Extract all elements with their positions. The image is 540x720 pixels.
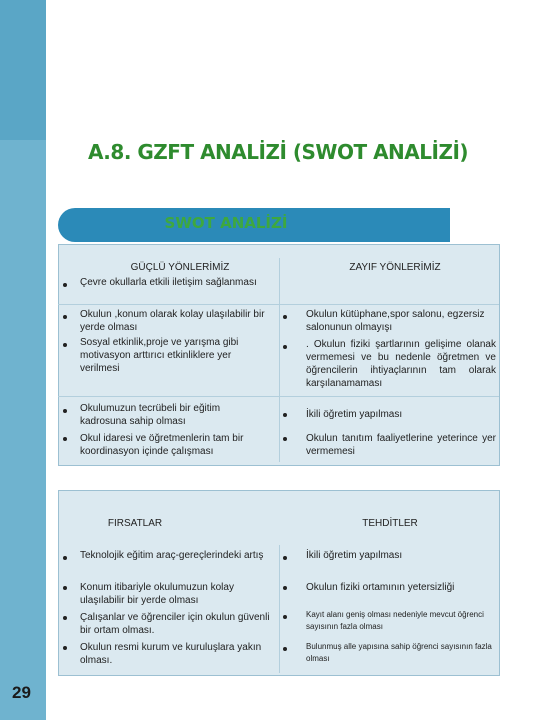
bullet-icon <box>63 343 67 347</box>
bullet-icon <box>63 646 67 650</box>
bullet-icon <box>63 586 67 590</box>
bullet-icon <box>283 615 287 619</box>
bullet-icon <box>63 315 67 319</box>
row-divider <box>58 304 499 305</box>
panel-divider <box>279 545 280 673</box>
bullet-icon <box>283 586 287 590</box>
weakness-item: . Okulun fiziki şartlarının gelişime olanak vermemesi ve bu nedenle öğretmen ve öğrencilerin ihtiyaçlarının tam olarak karşılanamaması <box>306 339 496 389</box>
weakness-item: Okulun kütüphane,spor salonu, egzersiz salonunun olmayışı <box>306 309 485 333</box>
bullet-icon <box>63 556 67 560</box>
opportunity-item: Teknolojik eğitim araç-gereçlerindeki artış <box>80 550 264 561</box>
threat-item: Bulunmuş alle yapısına sahip öğrenci sayısının fazla olması <box>306 642 492 663</box>
bullet-icon <box>63 283 67 287</box>
panel-divider <box>279 258 280 462</box>
bullet-icon <box>283 437 287 441</box>
strength-item: Sosyal etkinlik,proje ve yarışma gibi motivasyon arttırıcı etkinliklere yer verilmesi <box>80 337 239 374</box>
bullet-icon <box>283 413 287 417</box>
opportunity-item: Konum itibariyle okulumuzun kolay ulaşılabilir bir yerde olması <box>80 582 234 606</box>
strengths-heading: GÜÇLÜ YÖNLERİMİZ <box>130 262 230 273</box>
bullet-icon <box>63 616 67 620</box>
opportunities-heading: FIRSATLAR <box>107 518 163 529</box>
strength-item: Okulumuzun tecrübeli bir eğitim kadrosuna sahip olması <box>80 403 221 427</box>
left-sidebar-accent <box>0 0 46 140</box>
threat-item: Kayıt alanı geniş olması nedeniyle mevcut öğrenci sayısının fazla olması <box>306 610 484 631</box>
bullet-icon <box>283 345 287 349</box>
row-divider <box>58 396 499 397</box>
weaknesses-heading: ZAYIF YÖNLERİMİZ <box>349 262 441 273</box>
swot-banner-label: SWOT ANALİZİ <box>164 214 288 232</box>
bullet-icon <box>63 409 67 413</box>
strength-item: Çevre okullarla etkili iletişim sağlanması <box>80 277 257 288</box>
threat-item: Okulun fiziki ortamının yetersizliği <box>306 582 455 593</box>
opportunity-item: Okulun resmi kurum ve kuruluşlara yakın olması. <box>80 642 262 666</box>
bullet-icon <box>63 437 67 441</box>
page-title: A.8. GZFT ANALİZİ (SWOT ANALİZİ) <box>87 140 469 164</box>
weakness-item: İkili öğretim yapılması <box>306 409 403 420</box>
bullet-icon <box>283 315 287 319</box>
bullet-icon <box>283 556 287 560</box>
opportunity-item: Çalışanlar ve öğrenciler için okulun güvenli bir ortam olması. <box>80 612 270 636</box>
strength-item: Okul idaresi ve öğretmenlerin tam bir koordinasyon içinde çalışması <box>80 433 244 457</box>
threat-item: İkili öğretim yapılması <box>306 550 403 561</box>
page-number: 29 <box>12 683 31 702</box>
threats-heading: TEHDİTLER <box>362 518 418 529</box>
bullet-icon <box>283 647 287 651</box>
weakness-item: Okulun tanıtım faaliyetlerine yeterince yer vermemesi <box>306 433 496 457</box>
strength-item: Okulun ,konum olarak kolay ulaşılabilir bir yerde olması <box>80 309 265 333</box>
